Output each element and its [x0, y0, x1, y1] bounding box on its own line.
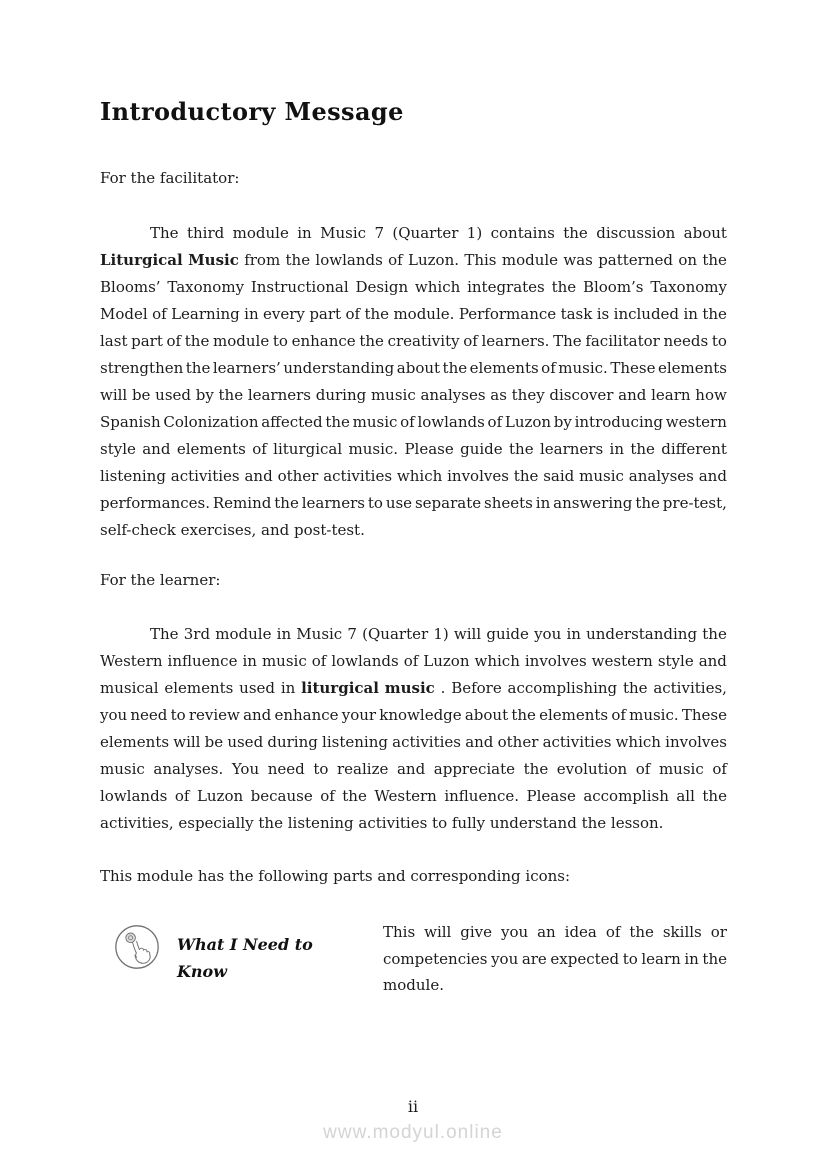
text-line: The third module in Music 7 (Quarter 1) contains the discussion about — [150, 224, 727, 242]
text-line: elements will be used during listening activities and other activities which involves — [100, 733, 727, 751]
text-line: performances. Remind the learners to use separate sheets in answering the pre-test, — [100, 494, 727, 512]
text-line: last part of the module to enhance the creativity of learners. The facilitator needs to — [100, 332, 727, 350]
facilitator-heading: For the facilitator: — [100, 169, 240, 187]
text-line: music analyses. You need to realize and appreciate the evolution of music of — [100, 760, 727, 778]
watermark: www.modyul.online — [323, 1122, 503, 1143]
text-line: Spanish Colonization affected the music of lowlands of Luzon by introducing western — [100, 413, 727, 431]
text-line: Western influence in music of lowlands of Luzon which involves western style and — [100, 652, 727, 670]
text-line: competencies you are expected to learn in the — [383, 949, 727, 968]
text-line: module. — [383, 976, 444, 994]
touch-hand-icon — [113, 923, 161, 971]
page-title: Introductory Message — [100, 97, 404, 126]
text-line: Model of Learning in every part of the module. Performance task is included in the — [100, 305, 727, 323]
text-line: strengthen the learners’ understanding about the elements of music. These elements — [100, 359, 727, 377]
text-line: will be used by the learners during music analyses as they discover and learn how — [100, 386, 727, 404]
learner-paragraph — [100, 621, 727, 837]
text-line: Blooms’ Taxonomy Instructional Design which integrates the Bloom’s Taxonomy — [100, 278, 727, 296]
text-line: activities, especially the listening activities to fully understand the lesson. — [100, 814, 664, 832]
text-line: listening activities and other activities which involves the said music analyses and — [100, 467, 727, 485]
text-line: The 3rd module in Music 7 (Quarter 1) will guide you in understanding the — [150, 625, 727, 643]
text-line: musical elements used in liturgical music . Before accomplishing the activities, — [100, 679, 727, 697]
text-line: self-check exercises, and post-test. — [100, 521, 365, 539]
learner-heading: For the learner: — [100, 571, 221, 589]
icon-description — [383, 919, 727, 999]
icon-label: What I Need to Know — [177, 935, 313, 981]
text-line: lowlands of Luzon because of the Western influence. Please accomplish all the — [100, 787, 727, 805]
text-line: This will give you an idea of the skills or — [383, 923, 727, 941]
parts-intro: This module has the following parts and corresponding icons: — [100, 867, 571, 885]
text-line: you need to review and enhance your knowledge about the elements of music. These — [100, 706, 727, 724]
page-number: ii — [407, 1097, 419, 1116]
text-line: Liturgical Music from the lowlands of Luzon. This module was patterned on the — [100, 251, 727, 269]
facilitator-paragraph — [100, 220, 727, 544]
text-line: style and elements of liturgical music. Please guide the learners in the different — [100, 440, 727, 458]
